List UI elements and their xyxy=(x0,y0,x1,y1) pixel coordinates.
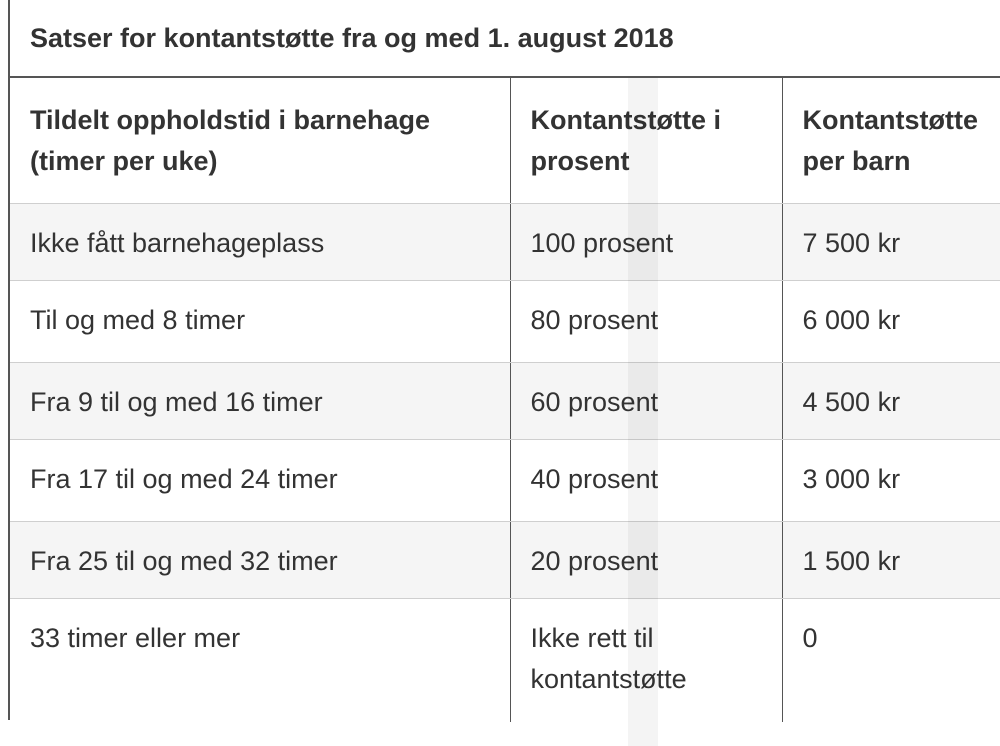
table-row xyxy=(10,362,1000,439)
cell-percentage: 20 prosent xyxy=(510,521,782,598)
cell-amount: 4 500 kr xyxy=(782,362,1000,439)
rates-table-container xyxy=(8,0,1000,720)
cell-percentage: 60 prosent xyxy=(510,362,782,439)
header-amount-per-child: Kontantstøtte per barn xyxy=(782,78,1000,203)
table-caption: Satser for kontantstøtte fra og med 1. august 2018 xyxy=(10,0,1000,78)
cell-amount: 0 xyxy=(782,598,1000,722)
cell-hours: Fra 25 til og med 32 timer xyxy=(10,521,510,598)
cell-amount: 7 500 kr xyxy=(782,203,1000,280)
table-header-row xyxy=(10,78,1000,203)
cell-percentage: Ikke rett til kontantstøtte xyxy=(510,598,782,722)
header-percentage: Kontantstøtte i prosent xyxy=(510,78,782,203)
cell-percentage: 100 prosent xyxy=(510,203,782,280)
table-row xyxy=(10,521,1000,598)
table-row xyxy=(10,598,1000,722)
cell-percentage: 40 prosent xyxy=(510,439,782,521)
rates-table xyxy=(10,78,1000,722)
cell-amount: 3 000 kr xyxy=(782,439,1000,521)
cell-hours: Ikke fått barnehageplass xyxy=(10,203,510,280)
cell-amount: 1 500 kr xyxy=(782,521,1000,598)
cell-hours: Fra 9 til og med 16 timer xyxy=(10,362,510,439)
table-row xyxy=(10,203,1000,280)
cell-amount: 6 000 kr xyxy=(782,280,1000,362)
cell-hours: 33 timer eller mer xyxy=(10,598,510,722)
cell-hours: Fra 17 til og med 24 timer xyxy=(10,439,510,521)
cell-percentage: 80 prosent xyxy=(510,280,782,362)
cell-hours: Til og med 8 timer xyxy=(10,280,510,362)
header-opening-hours: Tildelt oppholdstid i barnehage (timer per uke) xyxy=(10,78,510,203)
table-row xyxy=(10,280,1000,362)
table-row xyxy=(10,439,1000,521)
